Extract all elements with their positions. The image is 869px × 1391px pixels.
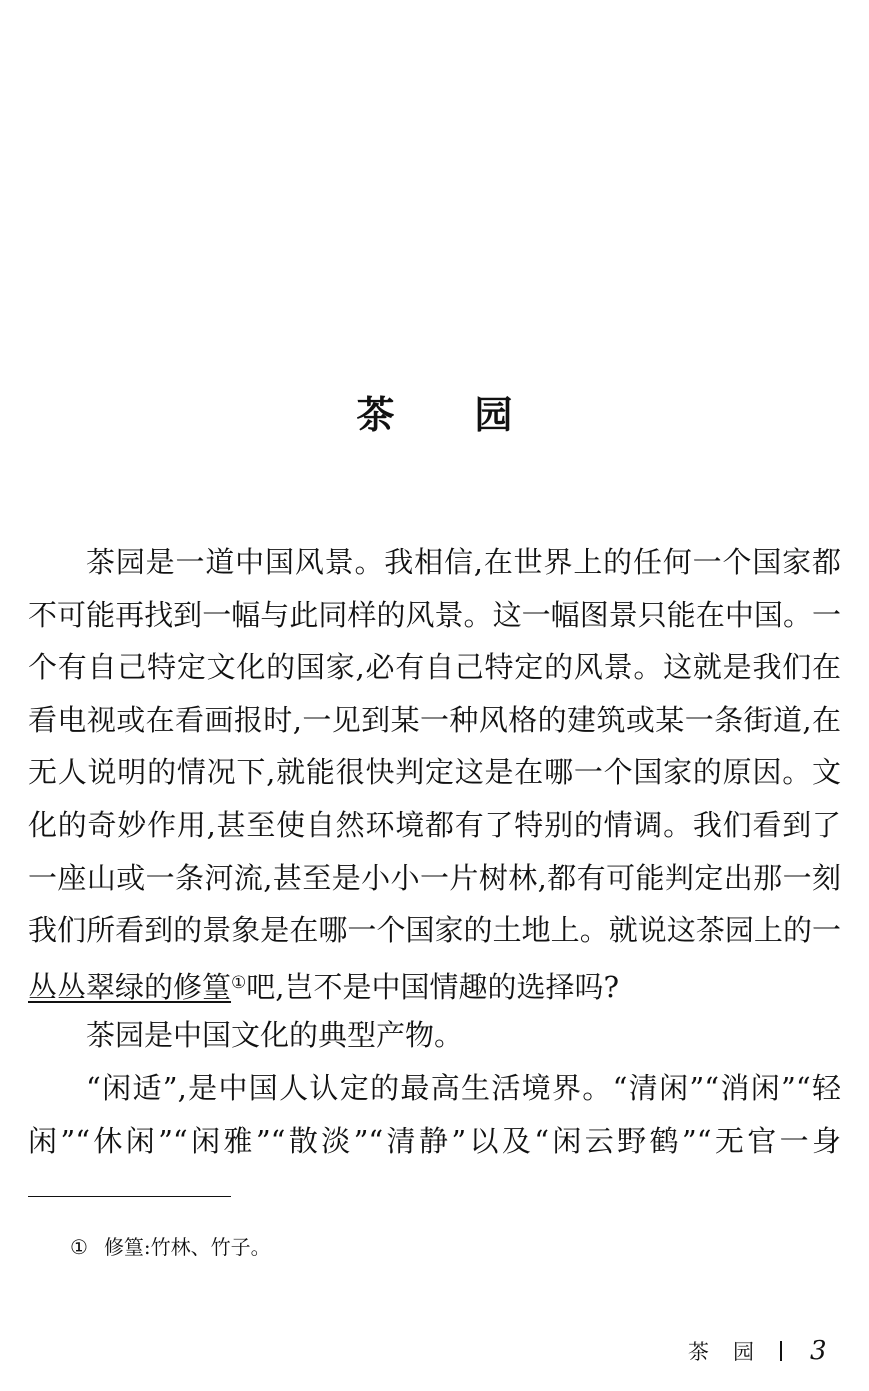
text-line: 茶园是一道中国风景。我相信,在世界上的任何一个国家都 bbox=[86, 545, 841, 579]
title-char: 茶 bbox=[356, 393, 395, 437]
text-line: 看电视或在看画报时,一见到某一种风格的建筑或某一条街道,在 bbox=[28, 702, 841, 737]
title-char: 园 bbox=[474, 393, 513, 437]
chapter-title bbox=[0, 384, 869, 439]
text-line bbox=[28, 957, 841, 1010]
footnote-divider bbox=[28, 1196, 231, 1197]
text-line: “闲适”,是中国人认定的最高生活境界。“清闲”“消闲”“轻 bbox=[86, 1070, 841, 1105]
page-footer bbox=[688, 1336, 827, 1366]
footnote-number: ① bbox=[70, 1235, 88, 1259]
footer-divider bbox=[780, 1341, 782, 1361]
footnote-text: 修篁:竹林、竹子。 bbox=[103, 1235, 271, 1259]
footnote bbox=[70, 1231, 271, 1260]
footnote-marker[interactable]: ① bbox=[231, 972, 247, 993]
text-line: 一座山或一条河流,甚至是小小一片树林,都有可能判定出那一刻 bbox=[28, 860, 841, 895]
text-line: 个有自己特定文化的国家,必有自己特定的风景。这就是我们在 bbox=[28, 650, 841, 685]
running-title: 茶园 bbox=[688, 1340, 778, 1364]
text-line: 闲”“休闲”“闲雅”“散淡”“清静”以及“闲云野鹤”“无官一身 bbox=[28, 1123, 841, 1158]
underlined-term: 丛丛翠绿的修篁 bbox=[28, 969, 232, 1004]
line-rest: 吧,岂不是中国情趣的选择吗? bbox=[246, 969, 620, 1004]
text-line: 不可能再找到一幅与此同样的风景。这一幅图景只能在中国。一 bbox=[28, 597, 841, 632]
page-number: 3 bbox=[810, 1336, 827, 1366]
text-line: 我们所看到的景象是在哪一个国家的土地上。就说这茶园上的一 bbox=[28, 913, 841, 948]
text-line: 化的奇妙作用,甚至使自然环境都有了特别的情调。我们看到了 bbox=[28, 807, 841, 842]
body-text bbox=[28, 536, 841, 1167]
text-line: 茶园是中国文化的典型产物。 bbox=[86, 1018, 464, 1053]
text-line: 无人说明的情况下,就能很快判定这是在哪一个国家的原因。文 bbox=[28, 755, 841, 790]
